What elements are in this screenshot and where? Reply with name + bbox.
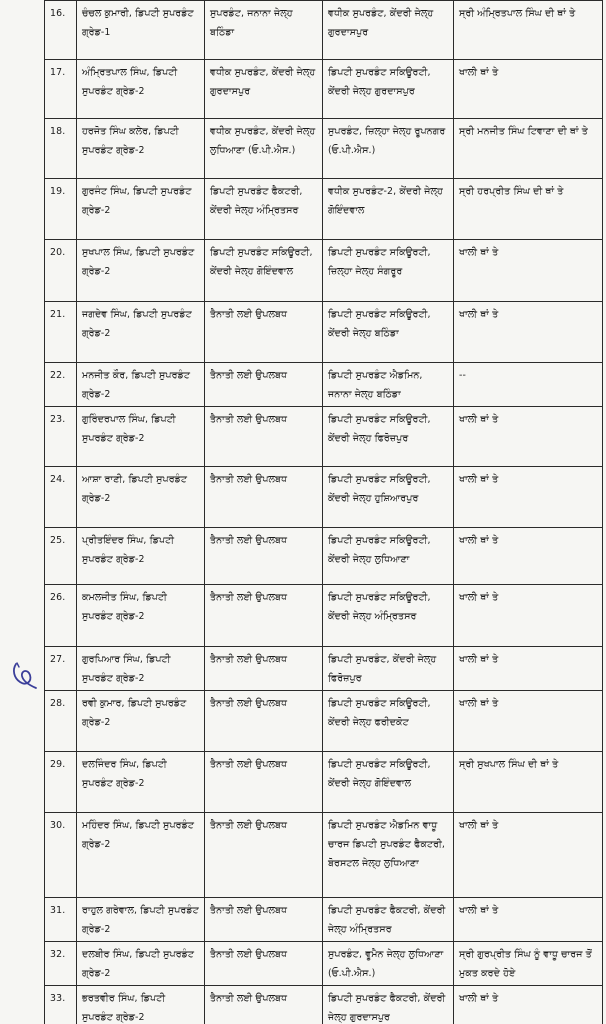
table-row	[45, 752, 603, 813]
officer-name-cell: ਅੰਮ੍ਰਿਤਪਾਲ ਸਿੰਘ, ਡਿਪਟੀ ਸੁਪਰਡੰਟ ਗ੍ਰੇਡ-2	[77, 60, 205, 119]
table-row	[45, 986, 603, 1024]
serial-number-cell: 27.	[45, 647, 77, 691]
current-posting-cell: ਤੈਨਾਤੀ ਲਈ ਉਪਲਬਧ	[205, 986, 323, 1024]
officer-name-cell: ਕਮਲਜੀਤ ਸਿੰਘ, ਡਿਪਟੀ ਸੁਪਰਡੰਟ ਗ੍ਰੇਡ-2	[77, 585, 205, 647]
current-posting-cell: ਵਧੀਕ ਸੁਪਰਡੰਟ, ਕੇਂਦਰੀ ਜੇਲ੍ਹ ਗੁਰਦਾਸਪੁਰ	[205, 60, 323, 119]
vice-cell: ਖਾਲੀ ਥਾਂ ਤੇ	[454, 898, 603, 942]
new-posting-cell: ਡਿਪਟੀ ਸੁਪਰਡੰਟ ਐਡਮਿਨ ਵਾਧੂ ਚਾਰਜ ਡਿਪਟੀ ਸੁਪਰਡੰਟ ਫੈਕਟਰੀ, ਬੋਰਸਟਲ ਜੇਲ੍ਹ ਲੁਧਿਆਣਾ	[323, 813, 454, 898]
vice-cell: ਖਾਲੀ ਥਾਂ ਤੇ	[454, 467, 603, 528]
vice-cell: ਸ੍ਰੀ ਸੁਖਪਾਲ ਸਿੰਘ ਦੀ ਥਾਂ ਤੇ	[454, 752, 603, 813]
officer-name-cell: ਮਹਿੰਦਰ ਸਿੰਘ, ਡਿਪਟੀ ਸੁਪਰਡੰਟ ਗ੍ਰੇਡ-2	[77, 813, 205, 898]
table-row	[45, 942, 603, 986]
serial-number-cell: 18.	[45, 119, 77, 179]
serial-number-cell: 33.	[45, 986, 77, 1024]
officer-name-cell: ਗੁਰਜੰਟ ਸਿੰਘ, ਡਿਪਟੀ ਸੁਪਰਡੰਟ ਗ੍ਰੇਡ-2	[77, 179, 205, 240]
new-posting-cell: ਡਿਪਟੀ ਸੁਪਰਡੰਟ ਫੈਕਟਰੀ, ਕੇਂਦਰੀ ਜੇਲ੍ਹ ਗੁਰਦਾਸਪੁਰ	[323, 986, 454, 1024]
vice-cell: ਖਾਲੀ ਥਾਂ ਤੇ	[454, 585, 603, 647]
table-row	[45, 407, 603, 467]
table-row	[45, 179, 603, 240]
posting-table-body	[45, 1, 603, 1024]
table-row	[45, 528, 603, 585]
serial-number-cell: 30.	[45, 813, 77, 898]
current-posting-cell: ਤੈਨਾਤੀ ਲਈ ਉਪਲਬਧ	[205, 528, 323, 585]
vice-cell: ਖਾਲੀ ਥਾਂ ਤੇ	[454, 60, 603, 119]
new-posting-cell: ਸੁਪਰਡੰਟ, ਜ਼ਿਲ੍ਹਾ ਜੇਲ੍ਹ ਰੂਪਨਗਰ (ਓ.ਪੀ.ਐਸ.)	[323, 119, 454, 179]
officer-name-cell: ਚੰਚਲ ਕੁਮਾਰੀ, ਡਿਪਟੀ ਸੁਪਰਡੰਟ ਗ੍ਰੇਡ-1	[77, 1, 205, 60]
serial-number-cell: 23.	[45, 407, 77, 467]
vice-cell: ਸ੍ਰੀ ਅੰਮ੍ਰਿਤਪਾਲ ਸਿੰਘ ਦੀ ਥਾਂ ਤੇ	[454, 1, 603, 60]
current-posting-cell: ਡਿਪਟੀ ਸੁਪਰਡੰਟ ਫੈਕਟਰੀ, ਕੇਂਦਰੀ ਜੇਲ੍ਹ ਅੰਮ੍ਰਿਤਸਰ	[205, 179, 323, 240]
current-posting-cell: ਡਿਪਟੀ ਸੁਪਰਡੰਟ ਸਕਿਊਰਟੀ, ਕੇਂਦਰੀ ਜੇਲ੍ਹ ਗੋਇੰਦਵਾਲ	[205, 240, 323, 302]
table-row	[45, 691, 603, 752]
officer-name-cell: ਰਵੀ ਕੁਮਾਰ, ਡਿਪਟੀ ਸੁਪਰਡੰਟ ਗ੍ਰੇਡ-2	[77, 691, 205, 752]
vice-cell: ਖਾਲੀ ਥਾਂ ਤੇ	[454, 407, 603, 467]
vice-cell: ਸ੍ਰੀ ਹਰਪ੍ਰੀਤ ਸਿੰਘ ਦੀ ਥਾਂ ਤੇ	[454, 179, 603, 240]
new-posting-cell: ਡਿਪਟੀ ਸੁਪਰਡੰਟ ਸਕਿਊਰਟੀ, ਕੇਂਦਰੀ ਜੇਲ੍ਹ ਲੁਧਿਆਣਾ	[323, 528, 454, 585]
officer-name-cell: ਜਗਦੇਵ ਸਿੰਘ, ਡਿਪਟੀ ਸੁਪਰਡੰਟ ਗ੍ਰੇਡ-2	[77, 302, 205, 363]
current-posting-cell: ਤੈਨਾਤੀ ਲਈ ਉਪਲਬਧ	[205, 898, 323, 942]
current-posting-cell: ਤੈਨਾਤੀ ਲਈ ਉਪਲਬਧ	[205, 647, 323, 691]
table-row	[45, 813, 603, 898]
officer-name-cell: ਦਲਜਿੰਦਰ ਸਿੰਘ, ਡਿਪਟੀ ਸੁਪਰਡੰਟ ਗ੍ਰੇਡ-2	[77, 752, 205, 813]
table-row	[45, 647, 603, 691]
officer-name-cell: ਪ੍ਰੀਤਇੰਦਰ ਸਿੰਘ, ਡਿਪਟੀ ਸੁਪਰਡੰਟ ਗ੍ਰੇਡ-2	[77, 528, 205, 585]
new-posting-cell: ਡਿਪਟੀ ਸੁਪਰਡੰਟ ਸਕਿਊਰਟੀ, ਕੇਂਦਰੀ ਜੇਲ੍ਹ ਫਰੀਦਕੋਟ	[323, 691, 454, 752]
current-posting-cell: ਤੈਨਾਤੀ ਲਈ ਉਪਲਬਧ	[205, 363, 323, 407]
current-posting-cell: ਤੈਨਾਤੀ ਲਈ ਉਪਲਬਧ	[205, 752, 323, 813]
new-posting-cell: ਡਿਪਟੀ ਸੁਪਰਡੰਟ ਸਕਿਊਰਟੀ, ਕੇਂਦਰੀ ਜੇਲ੍ਹ ਅੰਮ੍ਰਿਤਸਰ	[323, 585, 454, 647]
new-posting-cell: ਡਿਪਟੀ ਸੁਪਰਡੰਟ ਸਕਿਊਰਟੀ, ਕੇਂਦਰੀ ਜੇਲ੍ਹ ਬਠਿੰਡਾ	[323, 302, 454, 363]
current-posting-cell: ਤੈਨਾਤੀ ਲਈ ਉਪਲਬਧ	[205, 467, 323, 528]
new-posting-cell: ਸੁਪਰਡੰਟ, ਵੂਮੈਨ ਜੇਲ੍ਹ ਲੁਧਿਆਣਾ (ਓ.ਪੀ.ਐਸ.)	[323, 942, 454, 986]
officer-name-cell: ਗੁਰਿੰਦਰਪਾਲ ਸਿੰਘ, ਡਿਪਟੀ ਸੁਪਰਡੰਟ ਗ੍ਰੇਡ-2	[77, 407, 205, 467]
current-posting-cell: ਸੁਪਰਡੰਟ, ਜਨਾਨਾ ਜੇਲ੍ਹ ਬਠਿੰਡਾ	[205, 1, 323, 60]
officer-name-cell: ਭਰਤਵੀਰ ਸਿੰਘ, ਡਿਪਟੀ ਸੁਪਰਡੰਟ ਗ੍ਰੇਡ-2	[77, 986, 205, 1024]
new-posting-cell: ਡਿਪਟੀ ਸੁਪਰਡੰਟ ਫੈਕਟਰੀ, ਕੇਂਦਰੀ ਜੇਲ੍ਹ ਅੰਮ੍ਰਿਤਸਰ	[323, 898, 454, 942]
new-posting-cell: ਡਿਪਟੀ ਸੁਪਰਡੰਟ ਸਕਿਊਰਟੀ, ਕੇਂਦਰੀ ਜੇਲ੍ਹ ਗੁਰਦਾਸਪੁਰ	[323, 60, 454, 119]
new-posting-cell: ਡਿਪਟੀ ਸੁਪਰਡੰਟ ਸਕਿਊਰਟੀ, ਕੇਂਦਰੀ ਜੇਲ੍ਹ ਫਿਰੋਜ਼ਪੁਰ	[323, 407, 454, 467]
table-row	[45, 1, 603, 60]
posting-table	[44, 0, 603, 1024]
table-row	[45, 898, 603, 942]
current-posting-cell: ਤੈਨਾਤੀ ਲਈ ਉਪਲਬਧ	[205, 691, 323, 752]
serial-number-cell: 28.	[45, 691, 77, 752]
new-posting-cell: ਡਿਪਟੀ ਸੁਪਰਡੰਟ ਐਡਮਿਨ, ਜਨਾਨਾ ਜੇਲ੍ਹ ਬਠਿੰਡਾ	[323, 363, 454, 407]
vice-cell: ਖਾਲੀ ਥਾਂ ਤੇ	[454, 691, 603, 752]
current-posting-cell: ਤੈਨਾਤੀ ਲਈ ਉਪਲਬਧ	[205, 942, 323, 986]
table-row	[45, 240, 603, 302]
serial-number-cell: 24.	[45, 467, 77, 528]
new-posting-cell: ਡਿਪਟੀ ਸੁਪਰਡੰਟ ਸਕਿਊਰਟੀ, ਜ਼ਿਲ੍ਹਾ ਜੇਲ੍ਹ ਸੰਗਰੂਰ	[323, 240, 454, 302]
vice-cell: ਸ੍ਰੀ ਗੁਰਪ੍ਰੀਤ ਸਿੰਘ ਨੂੰ ਵਾਧੂ ਚਾਰਜ ਤੋਂ ਮੁਕਤ ਕਰਦੇ ਹੋਏ	[454, 942, 603, 986]
serial-number-cell: 29.	[45, 752, 77, 813]
table-row	[45, 302, 603, 363]
serial-number-cell: 20.	[45, 240, 77, 302]
officer-name-cell: ਗੁਰਪਿਆਰ ਸਿੰਘ, ਡਿਪਟੀ ਸੁਪਰਡੰਟ ਗ੍ਰੇਡ-2	[77, 647, 205, 691]
serial-number-cell: 16.	[45, 1, 77, 60]
serial-number-cell: 21.	[45, 302, 77, 363]
vice-cell: ਖਾਲੀ ਥਾਂ ਤੇ	[454, 813, 603, 898]
current-posting-cell: ਤੈਨਾਤੀ ਲਈ ਉਪਲਬਧ	[205, 407, 323, 467]
table-row	[45, 363, 603, 407]
vice-cell: --	[454, 363, 603, 407]
current-posting-cell: ਤੈਨਾਤੀ ਲਈ ਉਪਲਬਧ	[205, 302, 323, 363]
vice-cell: ਸ੍ਰੀ ਮਨਜੀਤ ਸਿੰਘ ਟਿਵਾਣਾ ਦੀ ਥਾਂ ਤੇ	[454, 119, 603, 179]
new-posting-cell: ਵਧੀਕ ਸੁਪਰਡੰਟ, ਕੇਂਦਰੀ ਜੇਲ੍ਹ ਗੁਰਦਾਸਪੁਰ	[323, 1, 454, 60]
officer-name-cell: ਹਰਜੋਤ ਸਿੰਘ ਕਲੇਰ, ਡਿਪਟੀ ਸੁਪਰਡੰਟ ਗ੍ਰੇਡ-2	[77, 119, 205, 179]
new-posting-cell: ਵਧੀਕ ਸੁਪਰਡੰਟ-2, ਕੇਂਦਰੀ ਜੇਲ੍ਹ ਗੋਇੰਦਵਾਲ	[323, 179, 454, 240]
new-posting-cell: ਡਿਪਟੀ ਸੁਪਰਡੰਟ, ਕੇਂਦਰੀ ਜੇਲ੍ਹ ਫਿਰੋਜ਼ਪੁਰ	[323, 647, 454, 691]
handwritten-pen-mark-icon	[10, 660, 40, 692]
serial-number-cell: 32.	[45, 942, 77, 986]
vice-cell: ਖਾਲੀ ਥਾਂ ਤੇ	[454, 240, 603, 302]
serial-number-cell: 31.	[45, 898, 77, 942]
vice-cell: ਖਾਲੀ ਥਾਂ ਤੇ	[454, 528, 603, 585]
officer-name-cell: ਦਲਬੀਰ ਸਿੰਘ, ਡਿਪਟੀ ਸੁਪਰਡੰਟ ਗ੍ਰੇਡ-2	[77, 942, 205, 986]
vice-cell: ਖਾਲੀ ਥਾਂ ਤੇ	[454, 986, 603, 1024]
new-posting-cell: ਡਿਪਟੀ ਸੁਪਰਡੰਟ ਸਕਿਊਰਟੀ, ਕੇਂਦਰੀ ਜੇਲ੍ਹ ਗੋਇੰਦਵਾਲ	[323, 752, 454, 813]
vice-cell: ਖਾਲੀ ਥਾਂ ਤੇ	[454, 647, 603, 691]
current-posting-cell: ਵਧੀਕ ਸੁਪਰਡੰਟ, ਕੇਂਦਰੀ ਜੇਲ੍ਹ ਲੁਧਿਆਣਾ (ਓ.ਪੀ.ਐਸ.)	[205, 119, 323, 179]
current-posting-cell: ਤੈਨਾਤੀ ਲਈ ਉਪਲਬਧ	[205, 813, 323, 898]
table-row	[45, 60, 603, 119]
serial-number-cell: 22.	[45, 363, 77, 407]
officer-name-cell: ਰਾਹੁਲ ਗਰੇਵਾਲ, ਡਿਪਟੀ ਸੁਪਰਡੰਟ ਗ੍ਰੇਡ-2	[77, 898, 205, 942]
table-row	[45, 585, 603, 647]
officer-name-cell: ਸੁਖਪਾਲ ਸਿੰਘ, ਡਿਪਟੀ ਸੁਪਰਡੰਟ ਗ੍ਰੇਡ-2	[77, 240, 205, 302]
table-row	[45, 467, 603, 528]
new-posting-cell: ਡਿਪਟੀ ਸੁਪਰਡੰਟ ਸਕਿਊਰਟੀ, ਕੇਂਦਰੀ ਜੇਲ੍ਹ ਹੁਸ਼ਿਆਰਪੁਰ	[323, 467, 454, 528]
table-row	[45, 119, 603, 179]
serial-number-cell: 25.	[45, 528, 77, 585]
current-posting-cell: ਤੈਨਾਤੀ ਲਈ ਉਪਲਬਧ	[205, 585, 323, 647]
serial-number-cell: 19.	[45, 179, 77, 240]
serial-number-cell: 26.	[45, 585, 77, 647]
serial-number-cell: 17.	[45, 60, 77, 119]
officer-name-cell: ਆਸ਼ਾ ਰਾਣੀ, ਡਿਪਟੀ ਸੁਪਰਡੰਟ ਗ੍ਰੇਡ-2	[77, 467, 205, 528]
officer-name-cell: ਮਨਜੀਤ ਕੌਰ, ਡਿਪਟੀ ਸੁਪਰਡੰਟ ਗ੍ਰੇਡ-2	[77, 363, 205, 407]
vice-cell: ਖਾਲੀ ਥਾਂ ਤੇ	[454, 302, 603, 363]
